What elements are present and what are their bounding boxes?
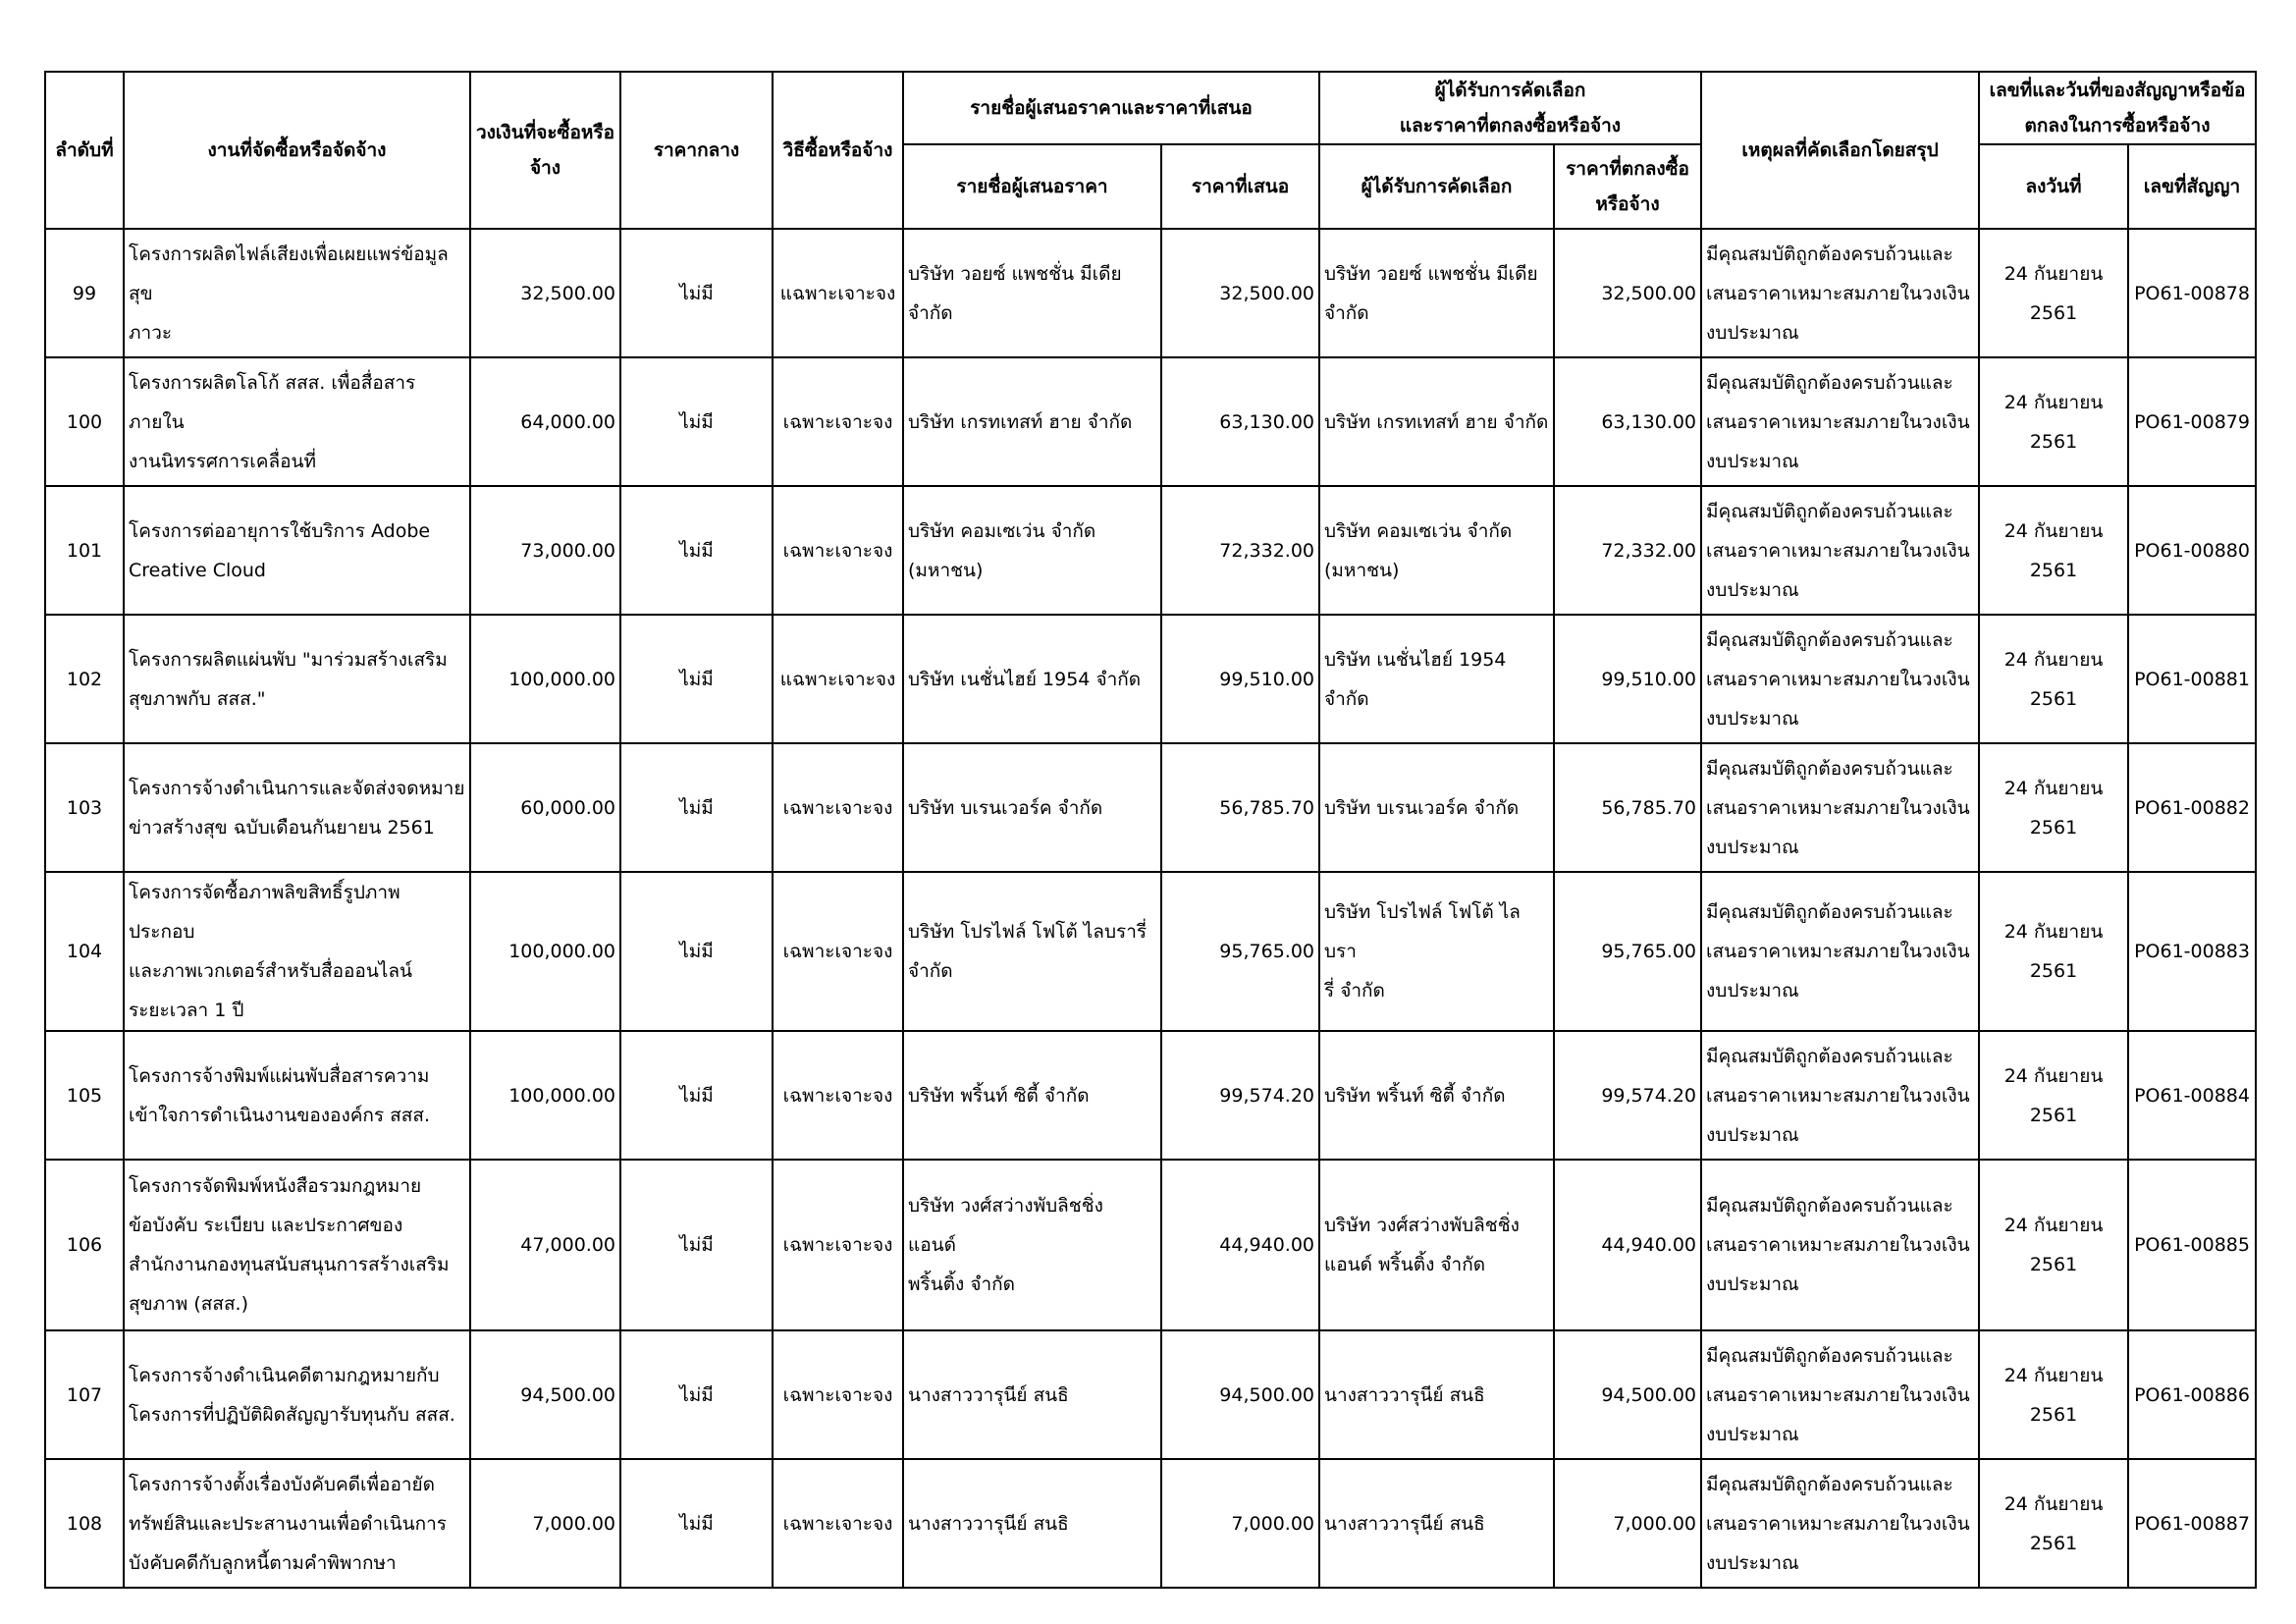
cell-bidder-name [903, 1459, 1161, 1588]
cell-selected-name-line: บริษัท บเรนเวอร์ค จำกัด [1324, 796, 1520, 819]
cell-seq: 107 [45, 1330, 124, 1459]
cell-bidder-name [903, 615, 1161, 743]
cell-bidder-name-line: บริษัท คอมเซเว่น จำกัด [908, 519, 1096, 542]
cell-task-line: งานนิทรรศการเคลื่อนที่ [129, 450, 317, 472]
cell-contract-no: PO61-00879 [2128, 357, 2256, 486]
cell-selected-name [1319, 872, 1554, 1031]
cell-bidder-name [903, 872, 1161, 1031]
cell-task-line: ทรัพย์สินและประสานงานเพื่อดำเนินการ [129, 1512, 448, 1535]
header-selected-group [1319, 72, 1701, 144]
cell-bid-price: 99,574.20 [1161, 1031, 1319, 1160]
cell-task-line: สุขภาพกับ สสส." [129, 687, 266, 710]
cell-contract-no: PO61-00881 [2128, 615, 2256, 743]
cell-agreed-price: 32,500.00 [1554, 229, 1701, 357]
cell-bidder-name-line: นางสาววารุนีย์ สนธิ [908, 1512, 1069, 1535]
header-selected-group-line1: ผู้ได้รับการคัดเลือก [1434, 80, 1586, 101]
header-selected-name: ผู้ได้รับการคัดเลือก [1319, 144, 1554, 229]
cell-reason [1701, 1031, 1979, 1160]
cell-bidder-name-line: นางสาววารุนีย์ สนธิ [908, 1383, 1069, 1406]
cell-reason-line: เสนอราคาเหมาะสมภายในวงเงิน [1706, 1512, 1970, 1535]
cell-reason [1701, 872, 1979, 1031]
header-median-price: ราคากลาง [620, 72, 773, 229]
cell-seq: 106 [45, 1160, 124, 1330]
cell-signed-date: 24 กันยายน 2561 [1979, 1160, 2128, 1330]
cell-bidder-name [903, 486, 1161, 615]
cell-selected-name [1319, 229, 1554, 357]
cell-selected-name [1319, 486, 1554, 615]
cell-reason-line: งบประมาณ [1706, 1551, 1799, 1574]
cell-bidder-name-line: บริษัท โปรไฟล์ โฟโต้ ไลบรารี่ [908, 921, 1148, 943]
cell-median-price: ไม่มี [620, 1459, 773, 1588]
cell-task-line: สำนักงานกองทุนสนับสนุนการสร้างเสริม [129, 1254, 450, 1275]
cell-seq: 103 [45, 743, 124, 872]
cell-budget: 94,500.00 [470, 1330, 620, 1459]
header-bidder-name: รายชื่อผู้เสนอราคา [903, 144, 1161, 229]
table-row [45, 357, 2256, 486]
cell-seq: 99 [45, 229, 124, 357]
cell-median-price: ไม่มี [620, 743, 773, 872]
cell-median-price: ไม่มี [620, 1160, 773, 1330]
table-row [45, 872, 2256, 1031]
cell-reason-line: เสนอราคาเหมาะสมภายในวงเงิน [1706, 1234, 1970, 1256]
cell-signed-date: 24 กันยายน 2561 [1979, 743, 2128, 872]
cell-bidder-name-line: จำกัด [908, 960, 953, 982]
cell-agreed-price: 56,785.70 [1554, 743, 1701, 872]
header-seq: ลำดับที่ [45, 72, 124, 229]
cell-selected-name [1319, 1160, 1554, 1330]
cell-reason-line: มีคุณสมบัติถูกต้องครบถ้วนและ [1706, 628, 1953, 651]
cell-reason [1701, 229, 1979, 357]
cell-signed-date: 24 กันยายน 2561 [1979, 872, 2128, 1031]
cell-reason-line: งบประมาณ [1706, 1123, 1799, 1146]
cell-method: เฉพาะเจาะจง [773, 357, 903, 486]
cell-task-line: Creative Cloud [129, 559, 266, 581]
cell-reason-line: เสนอราคาเหมาะสมภายในวงเงิน [1706, 796, 1970, 819]
cell-task-line: โครงการจัดพิมพ์หนังสือรวมกฎหมาย [129, 1175, 422, 1197]
cell-method: เฉพาะเจาะจง [773, 1160, 903, 1330]
cell-method: เฉพาะเจาะจง [773, 743, 903, 872]
cell-seq: 100 [45, 357, 124, 486]
header-budget: วงเงินที่จะซื้อหรือจ้าง [470, 72, 620, 229]
table-row [45, 615, 2256, 743]
cell-agreed-price: 72,332.00 [1554, 486, 1701, 615]
cell-seq: 104 [45, 872, 124, 1031]
cell-bidder-name-line: จำกัด [908, 301, 953, 324]
cell-reason [1701, 615, 1979, 743]
cell-task-line: โครงการต่ออายุการใช้บริการ Adobe [129, 519, 431, 542]
table-row [45, 1330, 2256, 1459]
cell-task-line: โครงการจ้างดำเนินการและจัดส่งจดหมาย [129, 777, 465, 799]
cell-bidder-name [903, 1031, 1161, 1160]
cell-reason-line: เสนอราคาเหมาะสมภายในวงเงิน [1706, 282, 1970, 304]
cell-selected-name [1319, 1459, 1554, 1588]
cell-bidder-name-line: บริษัท เกรทเทสท์ ฮาย จำกัด [908, 410, 1133, 433]
cell-task [124, 486, 470, 615]
cell-agreed-price: 94,500.00 [1554, 1330, 1701, 1459]
cell-reason [1701, 486, 1979, 615]
cell-contract-no: PO61-00883 [2128, 872, 2256, 1031]
cell-median-price: ไม่มี [620, 1031, 773, 1160]
cell-selected-name-line: นางสาววารุนีย์ สนธิ [1324, 1383, 1485, 1406]
cell-reason-line: เสนอราคาเหมาะสมภายในวงเงิน [1706, 941, 1970, 962]
cell-task [124, 872, 470, 1031]
cell-bidder-name [903, 229, 1161, 357]
cell-reason [1701, 1459, 1979, 1588]
procurement-table [44, 71, 2257, 1589]
header-method: วิธีซื้อหรือจ้าง [773, 72, 903, 229]
cell-task [124, 615, 470, 743]
cell-reason-line: งบประมาณ [1706, 450, 1799, 472]
cell-reason-line: มีคุณสมบัติถูกต้องครบถ้วนและ [1706, 371, 1953, 394]
cell-method: แฉพาะเจาะจง [773, 615, 903, 743]
cell-contract-no: PO61-00887 [2128, 1459, 2256, 1588]
table-row [45, 1459, 2256, 1588]
cell-method: แฉพาะเจาะจง [773, 229, 903, 357]
cell-agreed-price: 95,765.00 [1554, 872, 1701, 1031]
cell-bidder-name-line: บริษัท พริ้นท์ ซิตี้ จำกัด [908, 1084, 1090, 1107]
cell-bid-price: 63,130.00 [1161, 357, 1319, 486]
cell-selected-name-line: จำกัด [1324, 301, 1369, 324]
cell-reason-line: มีคุณสมบัติถูกต้องครบถ้วนและ [1706, 1045, 1953, 1067]
cell-task-line: โครงการผลิตแผ่นพับ "มาร่วมสร้างเสริม [129, 648, 448, 671]
table-row [45, 743, 2256, 872]
cell-contract-no: PO61-00882 [2128, 743, 2256, 872]
cell-task-line: ข้อบังคับ ระเบียบ และประกาศของ [129, 1215, 403, 1236]
cell-reason-line: งบประมาณ [1706, 578, 1799, 601]
cell-contract-no: PO61-00885 [2128, 1160, 2256, 1330]
table-row [45, 1031, 2256, 1160]
cell-agreed-price: 99,510.00 [1554, 615, 1701, 743]
cell-method: เฉพาะเจาะจง [773, 1330, 903, 1459]
cell-bid-price: 56,785.70 [1161, 743, 1319, 872]
cell-selected-name-line: บริษัท พริ้นท์ ซิตี้ จำกัด [1324, 1084, 1506, 1107]
cell-reason [1701, 743, 1979, 872]
cell-reason-line: เสนอราคาเหมาะสมภายในวงเงิน [1706, 1383, 1970, 1406]
cell-selected-name-line: (มหาชน) [1324, 559, 1400, 581]
cell-task [124, 357, 470, 486]
cell-signed-date: 24 กันยายน 2561 [1979, 1031, 2128, 1160]
cell-task-line: บังคับคดีกับลูกหนี้ตามคำพิพากษา [129, 1551, 397, 1574]
cell-reason-line: มีคุณสมบัติถูกต้องครบถ้วนและ [1706, 1473, 1953, 1495]
header-contract-group: เลขที่และวันที่ของสัญญาหรือข้อตกลงในการซื้อหรือจ้าง [1979, 72, 2256, 144]
header-bid-price: ราคาที่เสนอ [1161, 144, 1319, 229]
cell-selected-name-line: รี่ จำกัด [1324, 980, 1385, 1001]
header-bidders-group: รายชื่อผู้เสนอราคาและราคาที่เสนอ [903, 72, 1319, 144]
cell-seq: 105 [45, 1031, 124, 1160]
cell-task-line: โครงการผลิตไฟล์เสียงเพื่อเผยแพร่ข้อมูลสุข [129, 243, 449, 304]
cell-selected-name-line: นางสาววารุนีย์ สนธิ [1324, 1512, 1485, 1535]
cell-reason-line: งบประมาณ [1706, 707, 1799, 730]
cell-median-price: ไม่มี [620, 1330, 773, 1459]
cell-reason-line: มีคุณสมบัติถูกต้องครบถ้วนและ [1706, 757, 1953, 780]
cell-selected-name-line: บริษัท เนชั่นไฮย์ 1954 จำกัด [1324, 648, 1507, 710]
cell-reason-line: งบประมาณ [1706, 836, 1799, 858]
cell-reason-line: เสนอราคาเหมาะสมภายในวงเงิน [1706, 539, 1970, 562]
cell-selected-name-line: แอนด์ พริ้นติ้ง จำกัด [1324, 1254, 1486, 1275]
cell-task-line: ภาวะ [129, 321, 173, 344]
cell-contract-no: PO61-00878 [2128, 229, 2256, 357]
cell-selected-name-line: บริษัท เกรทเทสท์ ฮาย จำกัด [1324, 410, 1549, 433]
cell-bidder-name-line: บริษัท เนชั่นไฮย์ 1954 จำกัด [908, 668, 1142, 690]
cell-selected-name-line: บริษัท โปรไฟล์ โฟโต้ ไลบรา [1324, 901, 1521, 962]
header-reason: เหตุผลที่คัดเลือกโดยสรุป [1701, 72, 1979, 229]
cell-signed-date: 24 กันยายน 2561 [1979, 486, 2128, 615]
cell-reason-line: มีคุณสมบัติถูกต้องครบถ้วนและ [1706, 1195, 1953, 1217]
cell-task-line: ระยะเวลา 1 ปี [129, 1000, 244, 1021]
cell-reason-line: มีคุณสมบัติถูกต้องครบถ้วนและ [1706, 901, 1953, 923]
cell-budget: 64,000.00 [470, 357, 620, 486]
cell-selected-name-line: บริษัท วงศ์สว่างพับลิชชิ่ง [1324, 1215, 1520, 1236]
cell-bid-price: 99,510.00 [1161, 615, 1319, 743]
cell-bid-price: 7,000.00 [1161, 1459, 1319, 1588]
cell-task-line: และภาพเวกเตอร์สำหรับสื่อออนไลน์ [129, 960, 412, 982]
cell-bidder-name [903, 1330, 1161, 1459]
table-row [45, 229, 2256, 357]
cell-task [124, 1160, 470, 1330]
cell-median-price: ไม่มี [620, 872, 773, 1031]
cell-bidder-name-line: บริษัท วงศ์สว่างพับลิชชิ่ง แอนด์ [908, 1195, 1103, 1256]
cell-bidder-name-line: บริษัท วอยซ์ แพชชั่น มีเดีย [908, 262, 1122, 285]
cell-signed-date: 24 กันยายน 2561 [1979, 1459, 2128, 1588]
cell-bidder-name-line: พริ้นติ้ง จำกัด [908, 1273, 1016, 1295]
cell-seq: 101 [45, 486, 124, 615]
cell-reason-line: มีคุณสมบัติถูกต้องครบถ้วนและ [1706, 500, 1953, 522]
cell-task-line: โครงการจ้างดำเนินคดีตามกฎหมายกับ [129, 1364, 440, 1386]
cell-reason [1701, 1330, 1979, 1459]
cell-reason-line: เสนอราคาเหมาะสมภายในวงเงิน [1706, 1084, 1970, 1107]
header-selected-group-line2: และราคาที่ตกลงซื้อหรือจ้าง [1399, 115, 1622, 136]
header-task: งานที่จัดซื้อหรือจัดจ้าง [124, 72, 470, 229]
cell-contract-no: PO61-00886 [2128, 1330, 2256, 1459]
table-row [45, 1160, 2256, 1330]
cell-task-line: โครงการจ้างพิมพ์แผ่นพับสื่อสารความ [129, 1064, 430, 1087]
table-body [45, 229, 2256, 1588]
cell-selected-name [1319, 615, 1554, 743]
cell-budget: 100,000.00 [470, 1031, 620, 1160]
cell-selected-name [1319, 357, 1554, 486]
cell-bidder-name [903, 1160, 1161, 1330]
cell-reason-line: งบประมาณ [1706, 321, 1799, 344]
cell-contract-no: PO61-00880 [2128, 486, 2256, 615]
cell-task [124, 1330, 470, 1459]
cell-task-line: โครงการที่ปฏิบัติผิดสัญญารับทุนกับ สสส. [129, 1403, 455, 1426]
cell-task [124, 229, 470, 357]
cell-signed-date: 24 กันยายน 2561 [1979, 615, 2128, 743]
cell-bid-price: 95,765.00 [1161, 872, 1319, 1031]
cell-selected-name [1319, 1330, 1554, 1459]
cell-reason-line: เสนอราคาเหมาะสมภายในวงเงิน [1706, 668, 1970, 690]
cell-budget: 73,000.00 [470, 486, 620, 615]
cell-bid-price: 44,940.00 [1161, 1160, 1319, 1330]
cell-task-line: เข้าใจการดำเนินงานขององค์กร สสส. [129, 1104, 431, 1126]
cell-median-price: ไม่มี [620, 357, 773, 486]
cell-budget: 60,000.00 [470, 743, 620, 872]
cell-task-line: สุขภาพ (สสส.) [129, 1293, 248, 1315]
cell-method: เฉพาะเจาะจง [773, 1031, 903, 1160]
cell-bid-price: 94,500.00 [1161, 1330, 1319, 1459]
cell-seq: 108 [45, 1459, 124, 1588]
cell-agreed-price: 99,574.20 [1554, 1031, 1701, 1160]
header-agreed-price: ราคาที่ตกลงซื้อหรือจ้าง [1554, 144, 1701, 229]
cell-reason-line: งบประมาณ [1706, 1273, 1799, 1295]
cell-task [124, 1459, 470, 1588]
cell-reason-line: งบประมาณ [1706, 980, 1799, 1001]
header-contract-no: เลขที่สัญญา [2128, 144, 2256, 229]
cell-budget: 32,500.00 [470, 229, 620, 357]
cell-agreed-price: 44,940.00 [1554, 1160, 1701, 1330]
cell-seq: 102 [45, 615, 124, 743]
cell-reason [1701, 357, 1979, 486]
cell-signed-date: 24 กันยายน 2561 [1979, 357, 2128, 486]
cell-bidder-name [903, 357, 1161, 486]
cell-bidder-name [903, 743, 1161, 872]
header-signed-date: ลงวันที่ [1979, 144, 2128, 229]
cell-median-price: ไม่มี [620, 486, 773, 615]
cell-method: เฉพาะเจาะจง [773, 1459, 903, 1588]
cell-bidder-name-line: (มหาชน) [908, 559, 984, 581]
cell-selected-name [1319, 1031, 1554, 1160]
cell-selected-name-line: บริษัท คอมเซเว่น จำกัด [1324, 519, 1513, 542]
cell-reason-line: มีคุณสมบัติถูกต้องครบถ้วนและ [1706, 243, 1953, 265]
cell-reason-line: เสนอราคาเหมาะสมภายในวงเงิน [1706, 410, 1970, 433]
cell-task-line: โครงการจัดซื้อภาพลิขสิทธิ์รูปภาพประกอบ [129, 882, 400, 943]
cell-reason-line: งบประมาณ [1706, 1423, 1799, 1445]
cell-task-line: โครงการจ้างตั้งเรื่องบังคับคดีเพื่ออายัด [129, 1473, 435, 1495]
cell-selected-name-line: บริษัท วอยซ์ แพชชั่น มีเดีย [1324, 262, 1538, 285]
cell-task-line: ข่าวสร้างสุข ฉบับเดือนกันยายน 2561 [129, 816, 435, 839]
cell-task-line: โครงการผลิตโลโก้ สสส. เพื่อสื่อสารภายใน [129, 371, 416, 433]
cell-bidder-name-line: บริษัท บเรนเวอร์ค จำกัด [908, 796, 1103, 819]
cell-median-price: ไม่มี [620, 229, 773, 357]
cell-contract-no: PO61-00884 [2128, 1031, 2256, 1160]
cell-budget: 7,000.00 [470, 1459, 620, 1588]
cell-selected-name [1319, 743, 1554, 872]
cell-bid-price: 72,332.00 [1161, 486, 1319, 615]
cell-bid-price: 32,500.00 [1161, 229, 1319, 357]
cell-signed-date: 24 กันยายน 2561 [1979, 229, 2128, 357]
cell-reason-line: มีคุณสมบัติถูกต้องครบถ้วนและ [1706, 1344, 1953, 1367]
cell-task [124, 1031, 470, 1160]
cell-method: เฉพาะเจาะจง [773, 486, 903, 615]
cell-signed-date: 24 กันยายน 2561 [1979, 1330, 2128, 1459]
cell-reason [1701, 1160, 1979, 1330]
table-row [45, 486, 2256, 615]
cell-agreed-price: 63,130.00 [1554, 357, 1701, 486]
cell-budget: 100,000.00 [470, 615, 620, 743]
cell-agreed-price: 7,000.00 [1554, 1459, 1701, 1588]
cell-budget: 47,000.00 [470, 1160, 620, 1330]
cell-method: เฉพาะเจาะจง [773, 872, 903, 1031]
cell-task [124, 743, 470, 872]
cell-budget: 100,000.00 [470, 872, 620, 1031]
cell-median-price: ไม่มี [620, 615, 773, 743]
